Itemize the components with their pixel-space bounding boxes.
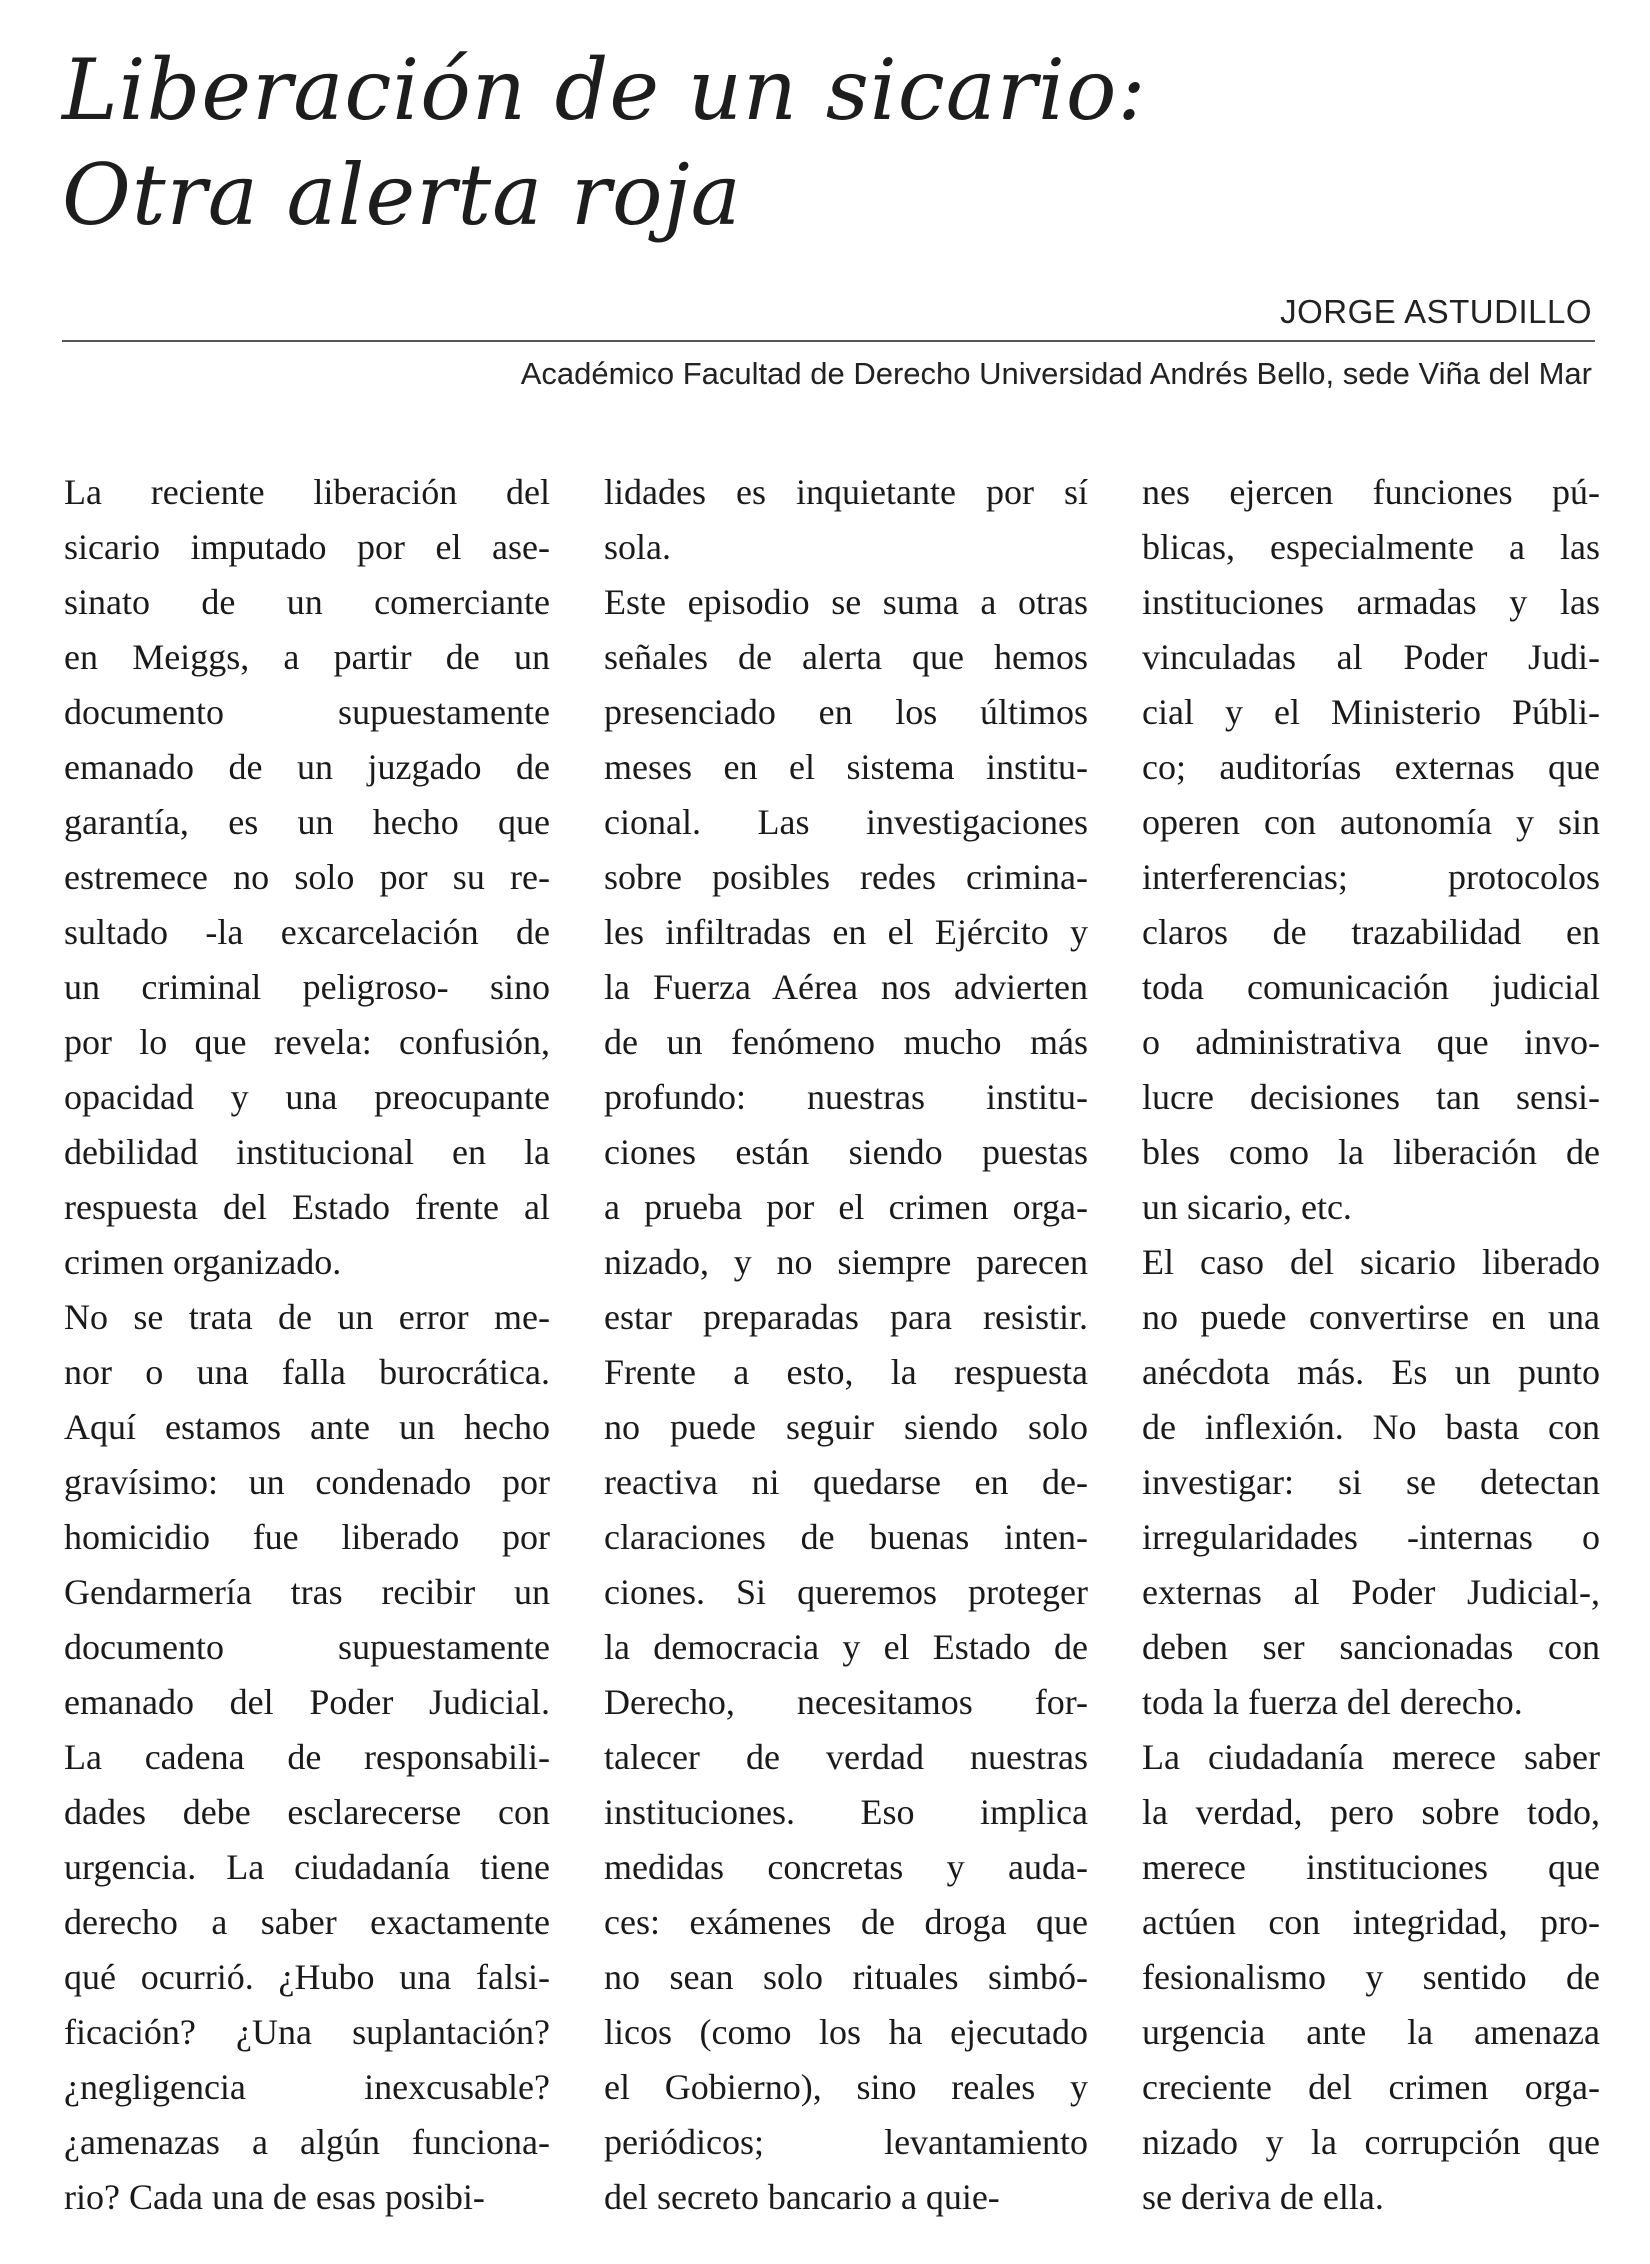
- text-line: medidas concretas y auda-: [604, 1847, 1088, 1887]
- text-line: La ciudadanía merece saber: [1142, 1737, 1600, 1777]
- text-line: sultado -la excarcelación de: [64, 912, 550, 952]
- text-line: nizado y la corrupción que: [1142, 2122, 1600, 2162]
- text-line: lucre decisiones tan sensi-: [1142, 1077, 1600, 1117]
- text-line: no puede convertirse en una: [1142, 1297, 1600, 1337]
- text-line: interferencias; protocolos: [1142, 857, 1600, 897]
- text-line: reactiva ni quedarse en de-: [604, 1462, 1088, 1502]
- text-line: urgencia ante la amenaza: [1142, 2012, 1600, 2052]
- text-line: sola.: [604, 527, 671, 567]
- text-line: del secreto bancario a quie-: [604, 2177, 1000, 2217]
- text-line: vinculadas al Poder Judi-: [1142, 637, 1600, 677]
- text-line: la democracia y el Estado de: [604, 1627, 1088, 1667]
- text-line: Aquí estamos ante un hecho: [64, 1407, 550, 1447]
- text-line: en Meiggs, a partir de un: [64, 637, 550, 677]
- text-line: sinato de un comerciante: [64, 582, 550, 622]
- headline-line-1: Liberación de un sicario:: [62, 41, 1147, 139]
- text-line: cial y el Ministerio Públi-: [1142, 692, 1600, 732]
- text-line: garantía, es un hecho que: [64, 802, 550, 842]
- text-line: Derecho, necesitamos for-: [604, 1682, 1088, 1722]
- headline: [62, 38, 1582, 248]
- text-line: investigar: si se detectan: [1142, 1462, 1600, 1502]
- text-line: presenciado en los últimos: [604, 692, 1088, 732]
- text-line: blicas, especialmente a las: [1142, 527, 1600, 567]
- text-line: estremece no solo por su re-: [64, 857, 550, 897]
- text-line: se deriva de ella.: [1142, 2177, 1384, 2217]
- text-line: nizado, y no siempre parecen: [604, 1242, 1088, 1282]
- text-line: claraciones de buenas inten-: [604, 1517, 1088, 1557]
- text-line: ciones están siendo puestas: [604, 1132, 1088, 1172]
- text-line: documento supuestamente: [64, 1627, 550, 1667]
- text-line: les infiltradas en el Ejército y: [604, 912, 1088, 952]
- text-line: el Gobierno), sino reales y: [604, 2067, 1088, 2107]
- text-line: rio? Cada una de esas posibi-: [64, 2177, 485, 2217]
- text-line: no sean solo rituales simbó-: [604, 1957, 1088, 1997]
- text-line: irregularidades -internas o: [1142, 1517, 1600, 1557]
- text-line: meses en el sistema institu-: [604, 747, 1088, 787]
- text-line: toda comunicación judicial: [1142, 967, 1600, 1007]
- headline-line-2: Otra alerta roja: [62, 146, 742, 244]
- text-line: anécdota más. Es un punto: [1142, 1352, 1600, 1392]
- text-line: emanado de un juzgado de: [64, 747, 550, 787]
- text-line: de un fenómeno mucho más: [604, 1022, 1088, 1062]
- text-line: homicidio fue liberado por: [64, 1517, 550, 1557]
- author-affiliation: Académico Facultad de Derecho Universidad Andrés Bello, sede Viña del Mar: [520, 356, 1592, 391]
- article-column-3: [1142, 465, 1600, 2225]
- text-line: instituciones. Eso implica: [604, 1792, 1088, 1832]
- text-line: talecer de verdad nuestras: [604, 1737, 1088, 1777]
- text-line: El caso del sicario liberado: [1142, 1242, 1600, 1282]
- text-line: ficación? ¿Una suplantación?: [64, 2012, 550, 2052]
- text-line: No se trata de un error me-: [64, 1297, 550, 1337]
- text-line: sobre posibles redes crimina-: [604, 857, 1088, 897]
- text-line: urgencia. La ciudadanía tiene: [64, 1847, 550, 1887]
- text-line: periódicos; levantamiento: [604, 2122, 1088, 2162]
- text-line: de inflexión. No basta con: [1142, 1407, 1600, 1447]
- text-line: ¿amenazas a algún funciona-: [64, 2122, 550, 2162]
- text-line: la Fuerza Aérea nos advierten: [604, 967, 1088, 1007]
- text-line: cional. Las investigaciones: [604, 802, 1088, 842]
- text-line: lidades es inquietante por sí: [604, 472, 1088, 512]
- text-line: licos (como los ha ejecutado: [604, 2012, 1088, 2052]
- text-line: documento supuestamente: [64, 692, 550, 732]
- article-column-2: [604, 465, 1088, 2225]
- text-line: La cadena de responsabili-: [64, 1737, 550, 1777]
- text-line: creciente del crimen orga-: [1142, 2067, 1600, 2107]
- text-line: Frente a esto, la respuesta: [604, 1352, 1088, 1392]
- text-line: opacidad y una preocupante: [64, 1077, 550, 1117]
- text-line: fesionalismo y sentido de: [1142, 1957, 1600, 1997]
- byline-divider: [62, 340, 1595, 342]
- text-line: crimen organizado.: [64, 1242, 342, 1282]
- text-line: profundo: nuestras institu-: [604, 1077, 1088, 1117]
- text-line: qué ocurrió. ¿Hubo una falsi-: [64, 1957, 550, 1997]
- text-line: emanado del Poder Judicial.: [64, 1682, 550, 1722]
- text-line: externas al Poder Judicial-,: [1142, 1572, 1600, 1612]
- text-line: ¿negligencia inexcusable?: [64, 2067, 550, 2107]
- text-line: bles como la liberación de: [1142, 1132, 1600, 1172]
- text-line: La reciente liberación del: [64, 472, 550, 512]
- text-line: actúen con integridad, pro-: [1142, 1902, 1600, 1942]
- text-line: merece instituciones que: [1142, 1847, 1600, 1887]
- text-line: deben ser sancionadas con: [1142, 1627, 1600, 1667]
- text-line: a prueba por el crimen orga-: [604, 1187, 1088, 1227]
- author-name: JORGE ASTUDILLO: [1280, 293, 1592, 330]
- text-line: claros de trazabilidad en: [1142, 912, 1600, 952]
- text-line: toda la fuerza del derecho.: [1142, 1682, 1523, 1722]
- text-line: la verdad, pero sobre todo,: [1142, 1792, 1600, 1832]
- text-line: Gendarmería tras recibir un: [64, 1572, 550, 1612]
- text-line: un sicario, etc.: [1142, 1187, 1352, 1227]
- text-line: respuesta del Estado frente al: [64, 1187, 550, 1227]
- text-line: debilidad institucional en la: [64, 1132, 550, 1172]
- article-column-1: [64, 465, 550, 2225]
- text-line: instituciones armadas y las: [1142, 582, 1600, 622]
- text-line: Este episodio se suma a otras: [604, 582, 1088, 622]
- text-line: estar preparadas para resistir.: [604, 1297, 1088, 1337]
- text-line: nes ejercen funciones pú-: [1142, 472, 1600, 512]
- text-line: gravísimo: un condenado por: [64, 1462, 550, 1502]
- text-line: dades debe esclarecerse con: [64, 1792, 550, 1832]
- text-line: co; auditorías externas que: [1142, 747, 1600, 787]
- text-line: señales de alerta que hemos: [604, 637, 1088, 677]
- text-line: ciones. Si queremos proteger: [604, 1572, 1088, 1612]
- text-line: operen con autonomía y sin: [1142, 802, 1600, 842]
- text-line: nor o una falla burocrática.: [64, 1352, 550, 1392]
- text-line: ces: exámenes de droga que: [604, 1902, 1088, 1942]
- text-line: un criminal peligroso- sino: [64, 967, 550, 1007]
- text-line: derecho a saber exactamente: [64, 1902, 550, 1942]
- text-line: o administrativa que invo-: [1142, 1022, 1600, 1062]
- text-line: por lo que revela: confusión,: [64, 1022, 550, 1062]
- text-line: no puede seguir siendo solo: [604, 1407, 1088, 1447]
- text-line: sicario imputado por el ase-: [64, 527, 550, 567]
